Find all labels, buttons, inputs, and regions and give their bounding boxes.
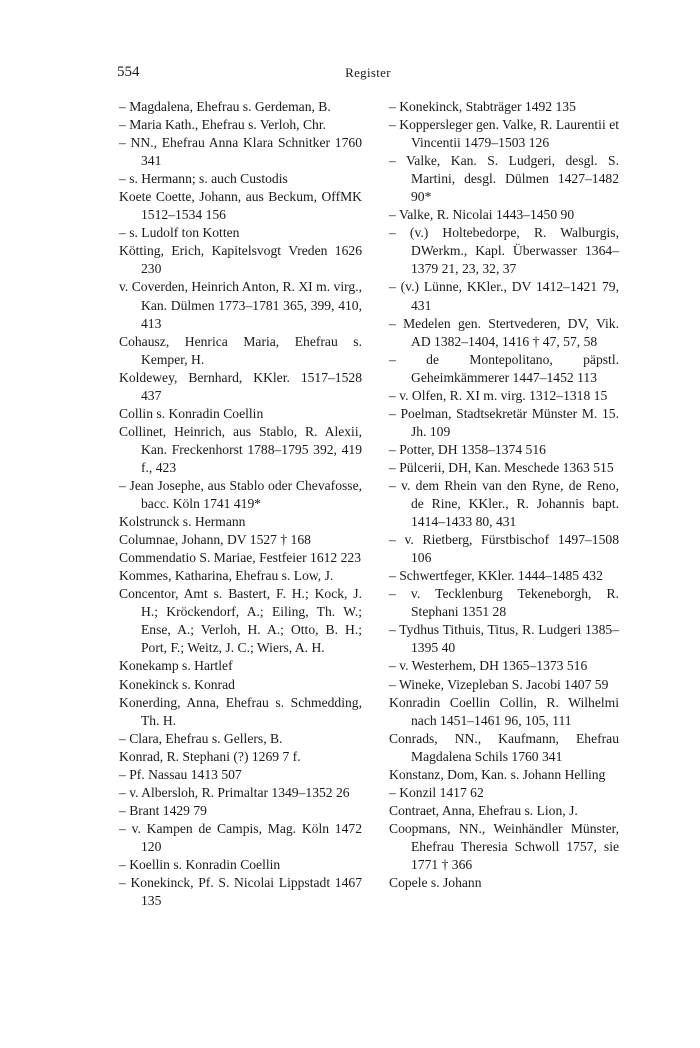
index-entry: – Medelen gen. Stertvederen, DV, Vik. AD 1382–1404, 1416 † 47, 57, 58: [389, 315, 619, 349]
index-entry: – de Montepolitano, päpstl. Geheimkämmerer 1447–1452 113: [389, 351, 619, 385]
index-entry: Koldewey, Bernhard, KKler. 1517–1528 437: [119, 369, 362, 403]
index-entry: Konstanz, Dom, Kan. s. Johann Helling: [389, 766, 606, 782]
index-column-right: [389, 98, 619, 892]
index-entry: – v. Albersloh, R. Primaltar 1349–1352 26: [119, 784, 350, 800]
page-header: [117, 64, 619, 84]
index-entry: Kolstrunck s. Hermann: [119, 514, 246, 530]
index-entry: Coopmans, NN., Weinhändler Münster, Ehefrau Theresia Schwoll 1757, sie 1771 † 366: [389, 820, 619, 872]
index-entry: Kommes, Katharina, Ehefrau s. Low, J.: [119, 568, 334, 584]
index-entry: – Pülcerii, DH, Kan. Meschede 1363 515: [389, 459, 614, 475]
running-head: Register: [345, 65, 391, 80]
index-entry: – Tydhus Tithuis, Titus, R. Ludgeri 1385–1395 40: [389, 622, 619, 656]
index-entry: – s. Ludolf ton Kotten: [119, 225, 240, 241]
index-entry: Konerding, Anna, Ehefrau s. Schmedding, Th. H.: [119, 694, 362, 728]
index-entry: Contraet, Anna, Ehefrau s. Lion, J.: [389, 802, 578, 818]
index-entry: – Wineke, Vizepleban S. Jacobi 1407 59: [389, 676, 609, 692]
index-entry: – (v.) Holtebedorpe, R. Walburgis, DWerkm., Kapl. Überwasser 1364–1379 21, 23, 32, 37: [389, 225, 619, 277]
page-number: 554: [117, 64, 140, 80]
index-column-left: [119, 98, 362, 910]
index-entry: – Valke, R. Nicolai 1443–1450 90: [389, 207, 575, 223]
index-entry: – s. Hermann; s. auch Custodis: [119, 171, 288, 187]
index-entry: – v. Rietberg, Fürstbischof 1497–1508 106: [389, 532, 619, 566]
index-entry: – Potter, DH 1358–1374 516: [389, 441, 546, 457]
index-entry: – Konekinck, Pf. S. Nicolai Lippstadt 1467 135: [119, 875, 362, 909]
index-entry: – Konzil 1417 62: [389, 784, 484, 800]
index-entry: – v. Westerhem, DH 1365–1373 516: [389, 658, 588, 674]
index-entry: – Valke, Kan. S. Ludgeri, desgl. S. Martini, desgl. Dülmen 1427–1482 90*: [389, 153, 619, 205]
index-entry: – Poelman, Stadtsekretär Münster M. 15. Jh. 109: [389, 405, 619, 439]
index-entry: Conrads, NN., Kaufmann, Ehefrau Magdalena Schils 1760 341: [389, 730, 619, 764]
index-entry: Collin s. Konradin Coellin: [119, 405, 264, 421]
index-entry: Commendatio S. Mariae, Festfeier 1612 223: [119, 550, 361, 566]
index-entry: Konrad, R. Stephani (?) 1269 7 f.: [119, 748, 301, 764]
index-entry: Konradin Coellin Collin, R. Wilhelmi nach 1451–1461 96, 105, 111: [389, 694, 619, 728]
index-entry: – NN., Ehefrau Anna Klara Schnitker 1760 341: [119, 135, 362, 169]
index-entry: – (v.) Lünne, KKler., DV 1412–1421 79, 431: [389, 279, 619, 313]
index-entry: Konekamp s. Hartlef: [119, 658, 233, 674]
index-entry: – Clara, Ehefrau s. Gellers, B.: [119, 730, 283, 746]
index-entry: v. Coverden, Heinrich Anton, R. XI m. virg., Kan. Dülmen 1773–1781 365, 399, 410, 413: [119, 279, 362, 331]
index-entry: – Brant 1429 79: [119, 802, 207, 818]
index-entry: – Schwertfeger, KKler. 1444–1485 432: [389, 568, 603, 584]
index-entry: – Konekinck, Stabträger 1492 135: [389, 99, 576, 114]
index-entry: Konekinck s. Konrad: [119, 676, 235, 692]
index-entry: – Pf. Nassau 1413 507: [119, 766, 242, 782]
index-entry: Copele s. Johann: [389, 875, 482, 891]
index-entry: Concentor, Amt s. Bastert, F. H.; Kock, J. H.; Kröckendorf, A.; Eiling, Th. W.; Ense, A.; Verloh, H. A.; Otto, B. H.; Port, F.; Weitz, J. C.; Wiers, A. H.: [119, 586, 362, 656]
index-entry: Collinet, Heinrich, aus Stablo, R. Alexii, Kan. Freckenhorst 1788–1795 392, 419 f., 423: [119, 423, 362, 475]
index-entry: Cohausz, Henrica Maria, Ehefrau s. Kemper, H.: [119, 333, 362, 367]
index-entry: Koete Coette, Johann, aus Beckum, OffMK 1512–1534 156: [119, 189, 362, 223]
index-entry: – v. Olfen, R. XI m. virg. 1312–1318 15: [389, 387, 608, 403]
index-entry: – Maria Kath., Ehefrau s. Verloh, Chr.: [119, 117, 327, 133]
index-entry: – Koppersleger gen. Valke, R. Laurentii et Vincentii 1479–1503 126: [389, 117, 619, 151]
index-entry: – Koellin s. Konradin Coellin: [119, 856, 281, 872]
index-entry: Kötting, Erich, Kapitelsvogt Vreden 1626 230: [119, 243, 362, 277]
index-entry: – v. dem Rhein van den Ryne, de Reno, de Rine, KKler., R. Johannis bapt. 1414–1433 80, 431: [389, 477, 619, 530]
index-entry: – Magdalena, Ehefrau s. Gerdeman, B.: [119, 99, 331, 114]
index-entry: – v. Kampen de Campis, Mag. Köln 1472 120: [119, 820, 362, 854]
index-entry: – v. Tecklenburg Tekeneborgh, R. Stephani 1351 28: [389, 586, 619, 620]
index-entry: – Jean Josephe, aus Stablo oder Chevafosse, bacc. Köln 1741 419*: [119, 477, 362, 512]
index-entry: Columnae, Johann, DV 1527 † 168: [119, 532, 311, 548]
